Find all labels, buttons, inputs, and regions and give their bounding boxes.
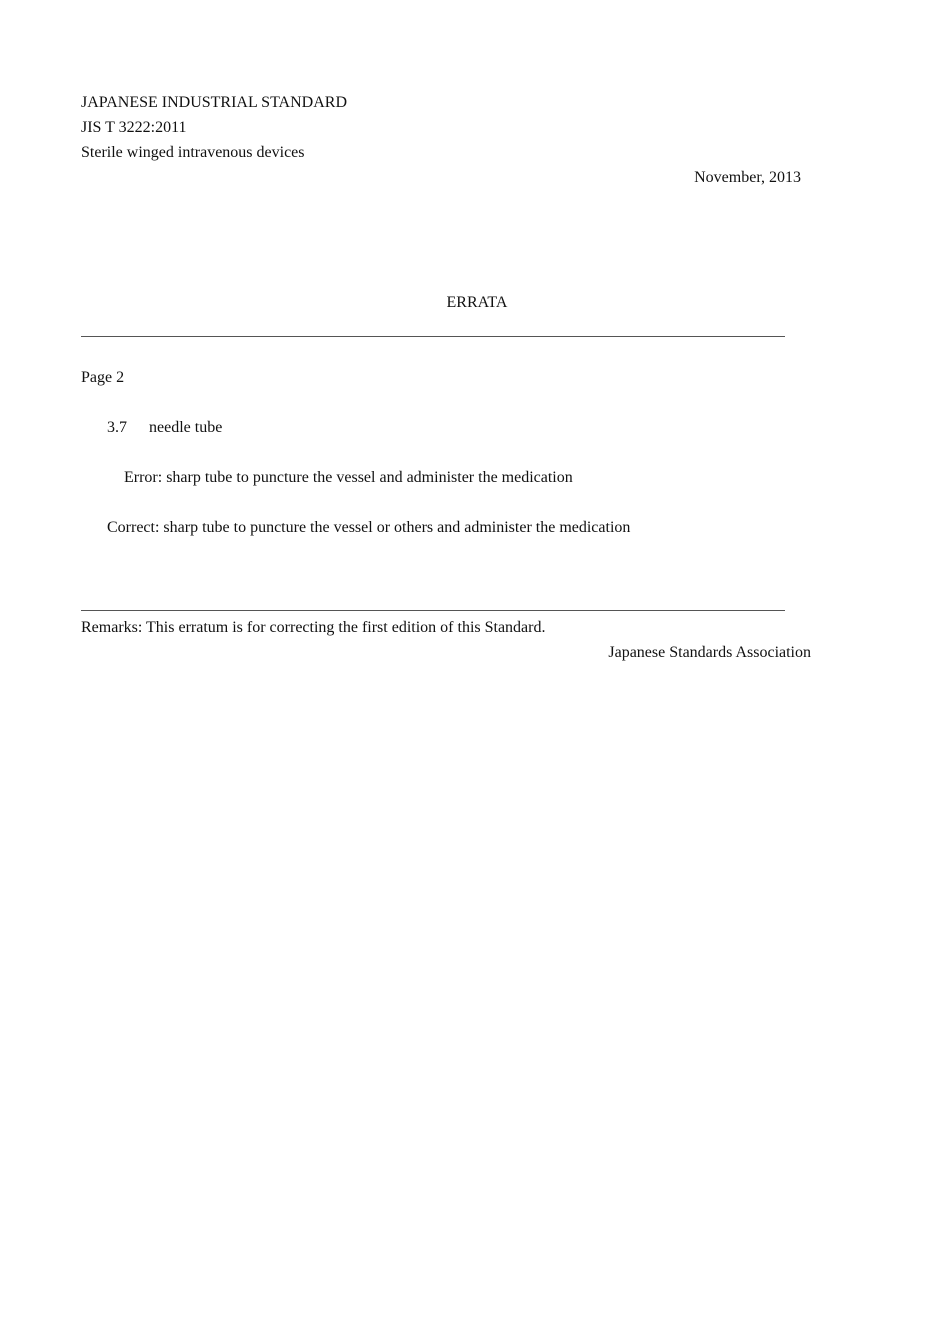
clause-title: needle tube [149,419,223,436]
clause-heading [107,418,222,438]
issue-date: November, 2013 [694,169,801,186]
standard-type: JAPANESE INDUSTRIAL STANDARD [81,94,347,111]
error-text: Error: sharp tube to puncture the vessel and administer the medication [124,469,573,486]
top-divider [81,336,785,337]
bottom-divider [81,610,785,611]
correct-text: Correct: sharp tube to puncture the vessel or others and administer the medication [107,519,631,536]
errata-heading: ERRATA [446,294,508,311]
page-reference: Page 2 [81,369,125,386]
standard-title: Sterile winged intravenous devices [81,144,305,161]
standard-number: JIS T 3222:2011 [81,119,187,136]
remarks: Remarks: This erratum is for correcting the first edition of this Standard. [81,619,546,636]
clause-number: 3.7 [107,419,127,436]
publisher: Japanese Standards Association [608,644,811,661]
